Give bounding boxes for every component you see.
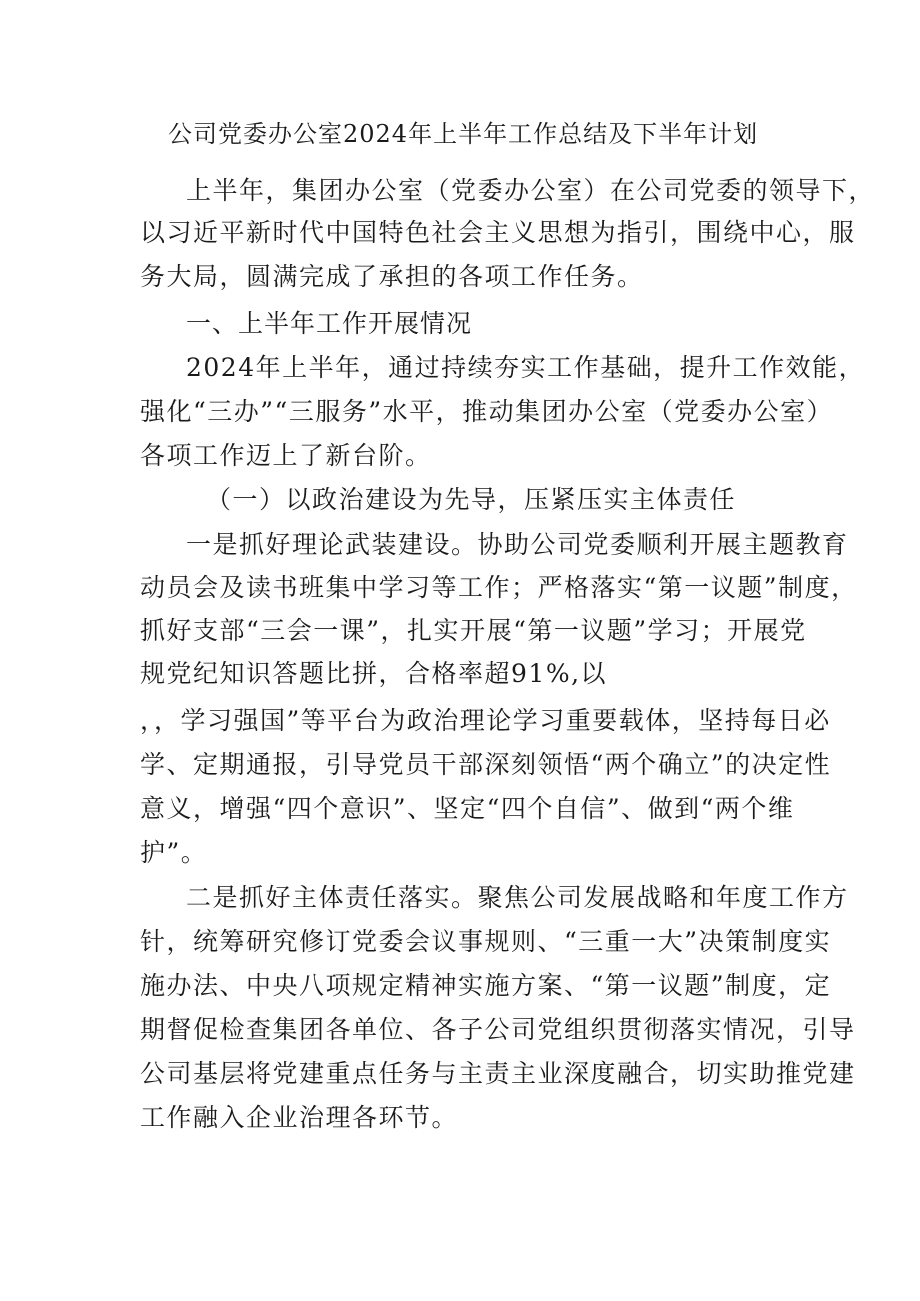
subsection-heading: （一）以政治建设为先导，压紧压实主体责任 [206, 485, 737, 514]
document-title: 公司党委办公室2024年上半年工作总结及下半年计划 [168, 120, 759, 148]
para-one-line-2: 动员会及读书班集中学习等工作；严格落实“第一议题”制度， [140, 573, 858, 602]
para-one-line-1: 一是抓好理论武装建设。协助公司党委顺利开展主题教育 [186, 530, 849, 559]
intro-line-1: 上半年，集团办公室（党委办公室）在公司党委的领导下， [186, 176, 876, 205]
para-two-line-3: 施办法、中央八项规定精神实施方案、“第一议题”制度，定 [140, 971, 832, 1000]
para-two-line-2: 针，统筹研究修订党委会议事规则、“三重一大”决策制度实 [140, 927, 832, 956]
intro-line-2: 以习近平新时代中国特色社会主义思想为指引，围绕中心，服 [140, 218, 856, 247]
para-one-line-7: 意义，增强“四个意识”、坚定“四个自信”、做到“两个维 [140, 794, 795, 823]
para-two-line-1: 二是抓好主体责任落实。聚焦公司发展战略和年度工作方 [186, 883, 849, 912]
intro-line-3: 务大局，圆满完成了承担的各项工作任务。 [140, 262, 644, 291]
para-two-line-5: 公司基层将党建重点任务与主责主业深度融合，切实助推党建 [140, 1059, 856, 1088]
section-heading: 一、上半年工作开展情况 [186, 309, 473, 338]
para-one-line-6: 学、定期通报，引导党员干部深刻领悟“两个确立”的决定性 [140, 750, 832, 779]
para-two-line-4: 期督促检查集团各单位、各子公司党组织贯彻落实情况，引导 [140, 1015, 856, 1044]
para-one-line-5: ，，学习强国”等平台为政治理论学习重要载体，坚持每日必 [140, 706, 831, 735]
para-one-line-4: 规党纪知识答题比拼，合格率超91%,以 [140, 659, 608, 688]
para-one-line-8: 护”。 [140, 838, 208, 867]
section-para-line-1: 2024年上半年，通过持续夯实工作基础，提升工作效能， [186, 353, 866, 382]
para-one-line-3: 抓好支部“三会一课”，扎实开展“第一议题”学习；开展党 [140, 616, 807, 645]
section-para-line-3: 各项工作迈上了新台阶。 [140, 441, 432, 470]
para-two-line-6: 工作融入企业治理各环节。 [140, 1103, 459, 1132]
section-para-line-2: 强化“三办”“三服务”水平，推动集团办公室（党委办公室） [140, 397, 834, 426]
